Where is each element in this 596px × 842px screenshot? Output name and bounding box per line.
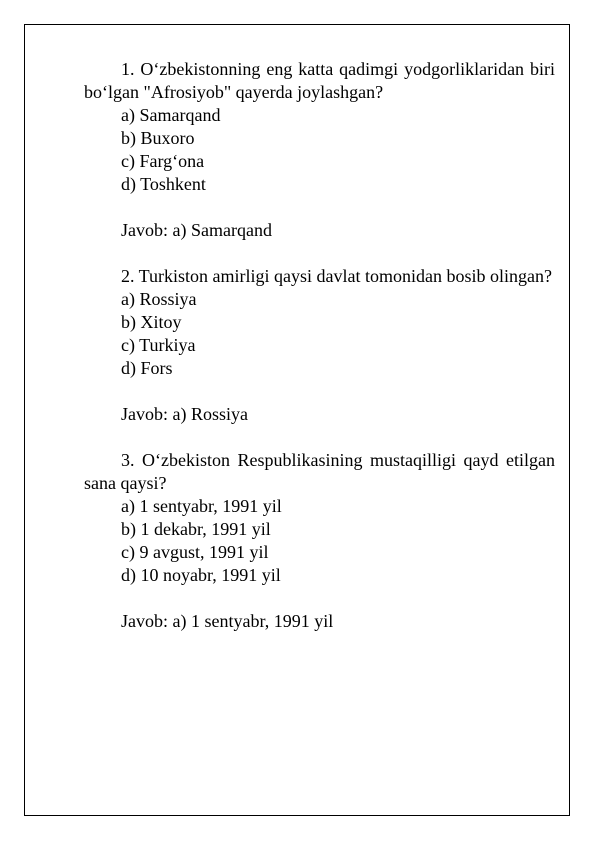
answer-text: Javob: a) Samarqand [121,220,272,240]
option-b: b) Xitoy [121,312,182,332]
option-list [84,495,555,587]
option-a: a) 1 sentyabr, 1991 yil [121,496,282,516]
option-b: b) Buxoro [121,128,195,148]
option-c: c) Turkiya [121,335,196,355]
question-3 [84,449,555,633]
document-body [84,58,555,656]
answer-text: Javob: a) 1 sentyabr, 1991 yil [121,611,334,631]
option-a: a) Samarqand [121,105,221,125]
option-a: a) Rossiya [121,289,197,309]
option-list [84,288,555,380]
question-2 [84,265,555,426]
question-1 [84,58,555,242]
option-c: c) 9 avgust, 1991 yil [121,542,269,562]
answer-text: Javob: a) Rossiya [121,404,248,424]
question-text: 3. O‘zbekiston Respublikasining mustaqilligi qayd etilgan sana qaysi? [84,450,555,493]
option-b: b) 1 dekabr, 1991 yil [121,519,271,539]
question-text: 1. O‘zbekistonning eng katta qadimgi yodgorliklaridan biri bo‘lgan "Afrosiyob" qayerda joylashgan? [84,59,555,102]
option-d: d) Toshkent [121,174,206,194]
option-d: d) Fors [121,358,173,378]
question-text: 2. Turkiston amirligi qaysi davlat tomonidan bosib olingan? [121,266,552,286]
option-d: d) 10 noyabr, 1991 yil [121,565,281,585]
option-c: c) Farg‘ona [121,151,205,171]
option-list [84,104,555,196]
